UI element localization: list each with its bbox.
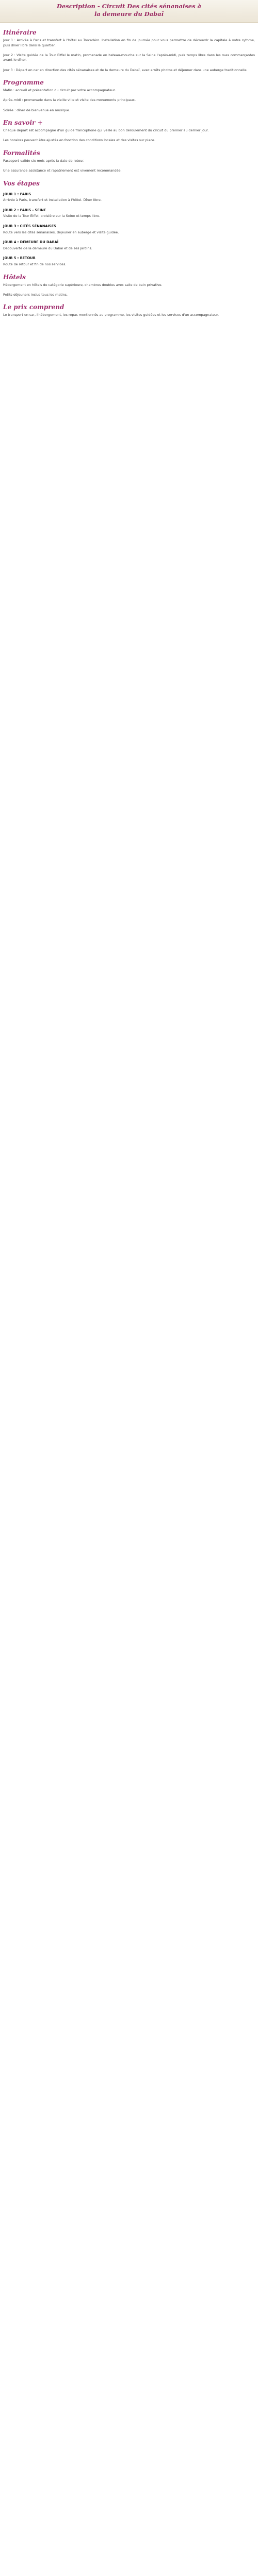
paragraph: Petits-déjeuners inclus tous les matins. [3,292,68,297]
day-heading [3,240,255,245]
paragraph: Après-midi : promenade dans la vieille ville et visite des monuments principaux. [3,98,136,103]
paragraph: Le transport en car, l'hébergement, les repas mentionnés au programme, les visites guidées et les services d'un accompagnateur. [3,313,219,317]
paragraph: Une assurance assistance et rapatriement est vivement recommandée. [3,168,122,173]
section-6 [3,303,255,318]
paragraph: Chaque départ est accompagné d'un guide francophone qui veille au bon déroulement du circuit du premier au dernier jour. [3,128,209,133]
content [3,29,255,318]
paragraph: Hébergement en hôtels de catégorie supérieure, chambres doubles avec salle de bain privative. [3,282,163,287]
day-heading-text: JOUR 4 : DEMEURE DU DABAÏ [3,240,59,245]
day-heading-text: JOUR 5 : RETOUR [3,256,36,261]
day-description: Visite de la Tour Eiffel, croisière sur la Seine et temps libre. [3,214,101,218]
day-description: Découverte de la demeure du Dabaï et de ses jardins. [3,246,92,250]
day-description: Arrivée à Paris, transfert et installation à l'hôtel. Dîner libre. [3,198,102,202]
section-title: En savoir + [3,119,43,127]
day-heading [3,192,255,197]
day-heading-text: JOUR 3 : CITÉS SÉNANAISES [3,224,56,229]
day-heading [3,208,255,213]
day-description: Route de retour et fin de nos services. [3,262,67,267]
section-title: Hôtels [3,273,26,281]
paragraph: Jour 3 : Départ en car en direction des cités sénanaises et de la demeure du Dabaï, avec arrêts photos et déjeuner dans une auberge traditionnelle. [3,67,248,72]
section-3 [3,149,255,174]
paragraph: Matin : accueil et présentation du circuit par votre accompagnateur. [3,88,116,93]
description-banner [0,0,258,23]
paragraph: Soirée : dîner de bienvenue en musique. [3,108,70,112]
section-title: Le prix comprend [3,303,64,311]
section-title: Vos étapes [3,179,40,187]
page [0,0,258,328]
section-4 [3,180,255,267]
section-2 [3,119,255,143]
section-title: Programme [3,79,44,87]
day-description: Route vers les cités sénanaises, déjeuner en auberge et visite guidée. [3,230,119,234]
banner-title-line-1: Description - Circuit Des cités sénanaises à [56,3,202,10]
day-heading [3,256,255,261]
day-heading [3,224,255,229]
day-heading-text: JOUR 2 : PARIS - SEINE [3,208,46,212]
section-0 [3,29,255,73]
section-1 [3,79,255,113]
paragraph: Jour 1 : Arrivée à Paris et transfert à l'hôtel au Trocadéro. Installation en fin de journée pour vous permettre de découvrir la capitale à votre rythme, puis dîner libre dans le quartier. [3,38,255,47]
banner-title-line-2: la demeure du Dabaï [94,10,164,18]
section-title: Itinéraire [3,29,37,36]
day-heading-text: JOUR 1 : PARIS [3,192,31,196]
paragraph: Jour 2 : Visite guidée de la Tour Eiffel le matin, promenade en bateau-mouche sur la Seine l'après-midi, puis temps libre dans les rues commerçantes avant le dîner. [3,53,255,62]
paragraph: Les horaires peuvent être ajustés en fonction des conditions locales et des visites sur place. [3,138,155,143]
paragraph: Passeport valide six mois après la date de retour. [3,158,85,163]
section-title: Formalités [3,149,40,157]
section-5 [3,274,255,298]
